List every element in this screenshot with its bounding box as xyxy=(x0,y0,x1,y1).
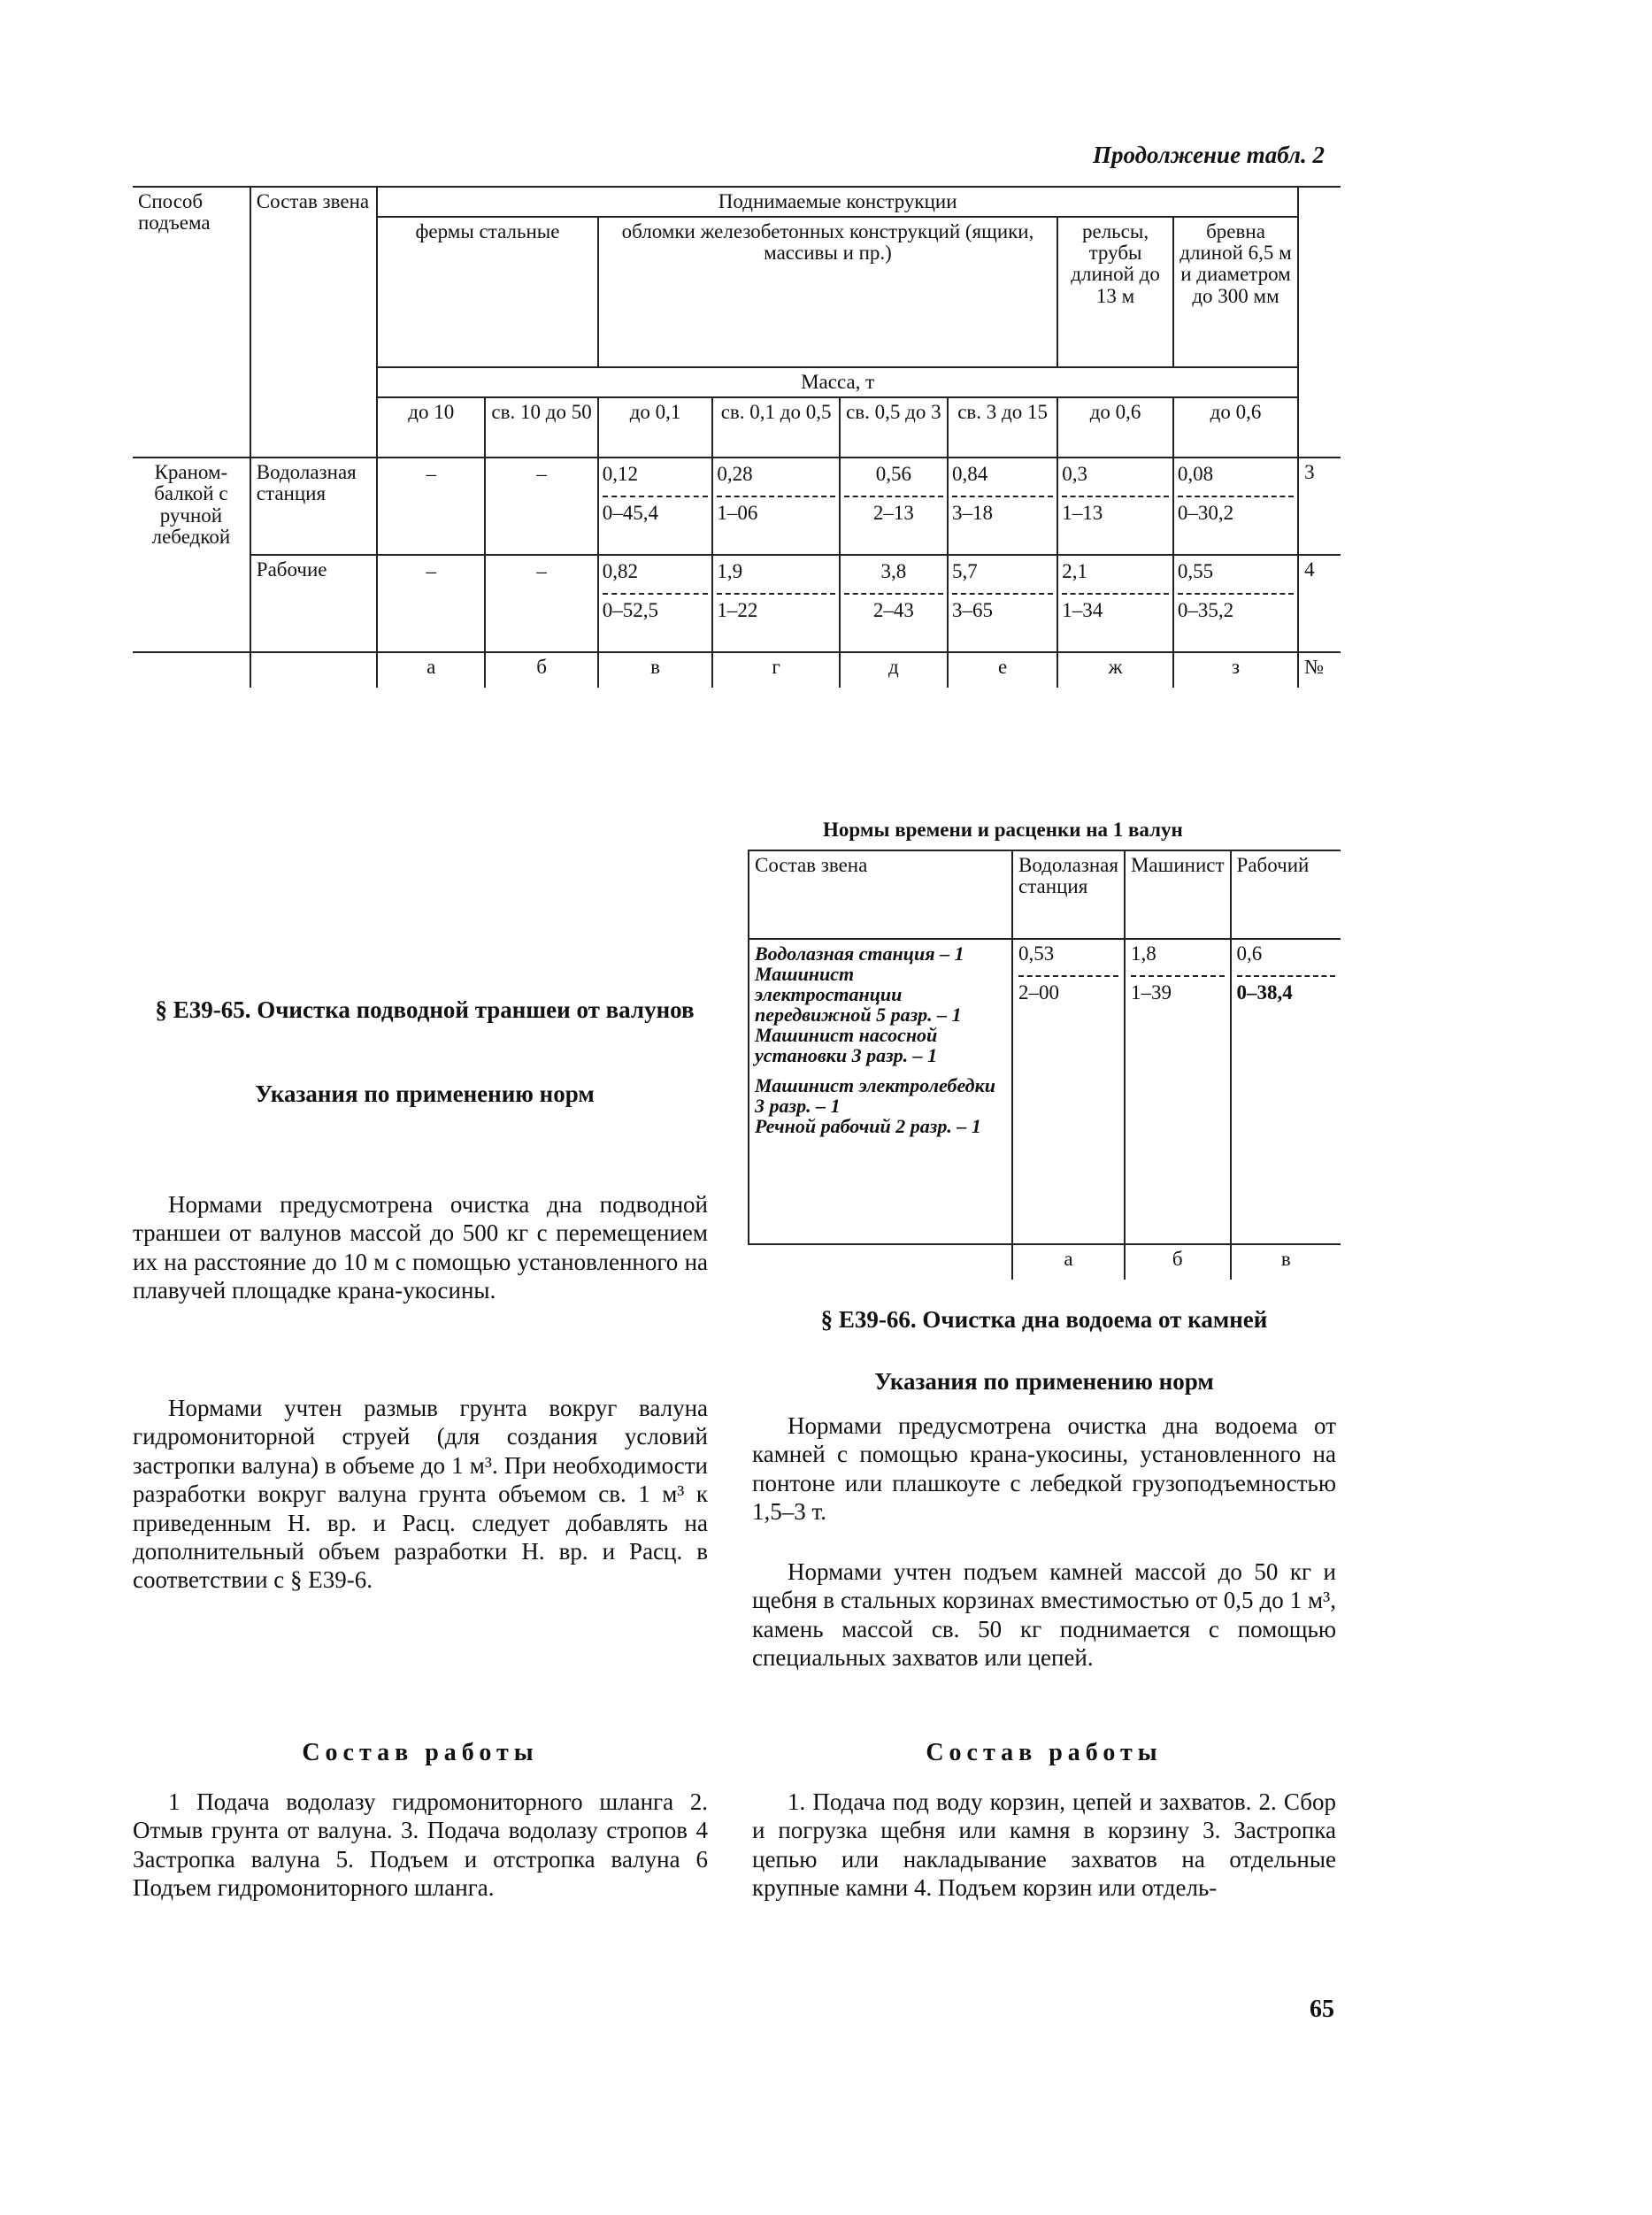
norms-per-boulder-table xyxy=(748,850,1341,1280)
header-logs: бревна длиной 6,5 м и диаметром до 300 мм xyxy=(1173,217,1298,367)
value-cell: 0,28 1–06 xyxy=(712,458,839,555)
mass-col-f: св. 3 до 15 xyxy=(948,397,1057,458)
header-concrete-debris: обломки железобетонных конструкций (ящики, массивы и пр.) xyxy=(598,217,1057,367)
col-letter: е xyxy=(948,652,1057,688)
small-crew-cell: Водолазная станция – 1 Машинист электростанции передвижной 5 разр. – 1 Машинист насосной установки 3 разр. – 1 Машинист электролебедки 3 разр. – 1 Речной рабочий 2 разр. – 1 xyxy=(749,939,1012,1244)
work-composition-left: 1 Подача водолазу гидромониторного шланга 2. Отмыв грунта от валуна. 3. Подача водолазу стропов 4 Застропка валуна 5. Подъем и отстропка валуна 6 Подъем гидромониторного шланга. xyxy=(133,1788,708,1902)
value-cell: 0,12 0–45,4 xyxy=(598,458,713,555)
paragraph-left-1: Нормами предусмотрена очистка дна подводной траншеи от валунов массой до 500 кг с перемещением их на расстояние до 10 м с помощью установленного на плавучей площадке крана-укосины. xyxy=(133,1191,708,1304)
small-col-letter: в xyxy=(1231,1244,1341,1280)
paragraph-right-2: Нормами учтен подъем камней массой до 50 кг и щебня в стальных корзинах вместимостью от 0,5 до 1 м³, камень массой св. 50 кг поднимается с помощью специальных захватов или цепей. xyxy=(752,1558,1336,1672)
value-cell: 0,3 1–13 xyxy=(1057,458,1173,555)
value-cell: – xyxy=(485,458,597,555)
small-value-machinist: 1,8 1–39 xyxy=(1125,939,1231,1244)
header-lifted-structures: Поднимаемые конструкции xyxy=(377,187,1298,217)
section-heading-e39-65: § Е39-65. Очистка подводной траншеи от валунов xyxy=(155,996,695,1023)
value-cell: 2,1 1–34 xyxy=(1057,555,1173,652)
mass-col-g: до 0,6 xyxy=(1057,397,1173,458)
small-header-crew: Состав звена xyxy=(749,850,1012,939)
small-col-letter: а xyxy=(1012,1244,1125,1280)
small-header-machinist: Машинист xyxy=(1125,850,1231,939)
continuation-label: Продолжение табл. 2 xyxy=(1093,142,1325,168)
value-cell: 1,9 1–22 xyxy=(712,555,839,652)
paragraph-left-2: Нормами учтен размыв грунта вокруг валуна гидромониторной струей (для создания условий застропки валуна) в объеме до 1 м³. При необходимости разработки вокруг валуна грунта объемом св. 1 м³ к приведенным Н. вр. и Расц. следует добавлять на дополнительный объем разработки Н. вр. и Расц. в соответствии с § Е39-6. xyxy=(133,1395,708,1594)
value-cell: 0,82 0–52,5 xyxy=(598,555,713,652)
small-value-diver: 0,53 2–00 xyxy=(1012,939,1125,1244)
value-cell: 5,7 3–65 xyxy=(948,555,1057,652)
value-cell: 3,8 2–43 xyxy=(840,555,948,652)
paragraph-right-1: Нормами предусмотрена очистка дна водоема от камней с помощью крана-укосины, установленного на понтоне или плашкоуте с лебедкой грузоподъемностью 1,5–3 т. xyxy=(752,1412,1336,1526)
small-table-title: Нормы времени и расценки на 1 валун xyxy=(823,819,1183,841)
value-cell: – xyxy=(485,555,597,652)
small-value-worker: 0,6 0–38,4 xyxy=(1231,939,1341,1244)
lift-method-cell: Краном-балкой с ручной лебедкой xyxy=(133,458,250,652)
header-crew: Состав звена xyxy=(250,187,377,458)
section-subheading-right: Указания по применению норм xyxy=(874,1368,1214,1395)
value-cell: – xyxy=(377,458,485,555)
mass-col-b: св. 10 до 50 xyxy=(485,397,597,458)
crew-cell: Водолазная станция xyxy=(250,458,377,555)
row-number: 4 xyxy=(1298,555,1341,652)
work-composition-title-right: Состав работы xyxy=(926,1739,1163,1766)
row-number: 3 xyxy=(1298,458,1341,555)
value-cell: 0,08 0–30,2 xyxy=(1173,458,1298,555)
crew-cell: Рабочие xyxy=(250,555,377,652)
mass-col-c: до 0,1 xyxy=(598,397,713,458)
col-letter: д xyxy=(840,652,948,688)
small-header-worker: Рабочий xyxy=(1231,850,1341,939)
col-letter: в xyxy=(598,652,713,688)
work-composition-title-left: Состав работы xyxy=(302,1739,539,1766)
col-letter: з xyxy=(1173,652,1298,688)
no-label: № xyxy=(1298,652,1341,688)
value-cell: 0,55 0–35,2 xyxy=(1173,555,1298,652)
header-steel-trusses: фермы стальные xyxy=(377,217,598,367)
section-subheading-left: Указания по применению норм xyxy=(255,1081,595,1107)
value-cell: 0,84 3–18 xyxy=(948,458,1057,555)
section-heading-e39-66: § Е39-66. Очистка дна водоема от камней xyxy=(820,1306,1268,1333)
mass-col-a: до 10 xyxy=(377,397,485,458)
small-col-letter: б xyxy=(1125,1244,1231,1280)
header-mass: Масса, т xyxy=(377,367,1298,397)
header-rails-pipes: рельсы, трубы длиной до 13 м xyxy=(1057,217,1173,367)
page-number: 65 xyxy=(1310,1996,1334,2023)
norms-table xyxy=(133,186,1341,688)
mass-col-h: до 0,6 xyxy=(1173,397,1298,458)
value-cell: – xyxy=(377,555,485,652)
col-letter: ж xyxy=(1057,652,1173,688)
mass-col-e: св. 0,5 до 3 xyxy=(840,397,948,458)
work-composition-right: 1. Подача под воду корзин, цепей и захватов. 2. Сбор и погрузка щебня или камня в корзину 3. Застропка цепью или накладывание захватов на отдельные крупные камни 4. Подъем корзин или отдель- xyxy=(752,1788,1336,1902)
col-letter: а xyxy=(377,652,485,688)
col-letter: г xyxy=(712,652,839,688)
mass-col-d: св. 0,1 до 0,5 xyxy=(712,397,839,458)
header-method: Способ подъема xyxy=(133,187,250,458)
col-letter: б xyxy=(485,652,597,688)
small-header-diver: Водолазная станция xyxy=(1012,850,1125,939)
value-cell: 0,56 2–13 xyxy=(840,458,948,555)
